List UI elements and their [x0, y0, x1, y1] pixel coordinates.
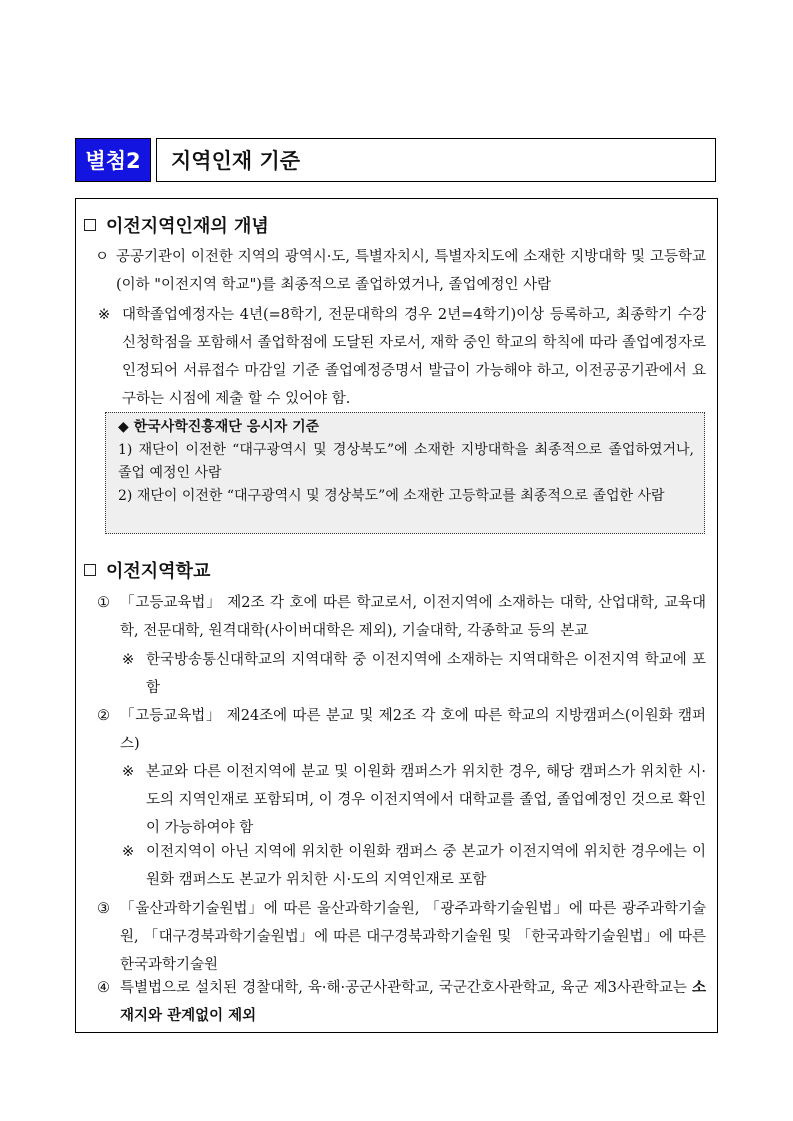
item-text-3: 「울산과학기술원법」에 따른 울산과학기술원, 「광주과학기술원법」에 따른 광주과학기술원, 「대구경북과학기술원법」에 따른 대구경북과학기술원 및 「한국과학기술원법」에 따른 한국과학기술원	[120, 901, 706, 973]
item-mark-2: ②	[97, 708, 110, 724]
attachment-badge: 별첨2	[75, 138, 151, 182]
item-text-4	[120, 974, 706, 1030]
page-title: 지역인재 기준	[156, 138, 716, 182]
item-text-1: 「고등교육법」 제2조 각 호에 따른 학교로서, 이전지역에 소재하는 대학, 산업대학, 교육대학, 전문대학, 원격대학(사이버대학은 제외), 기술대학, 각종학교 등의 본교	[120, 595, 706, 639]
section1-heading	[84, 212, 269, 238]
checkbox-square-icon	[84, 564, 96, 576]
item-note-text-1: 한국방송통신대학교의 지역대학 중 이전지역에 소재하는 지역대학은 이전지역 학교에 포함	[146, 652, 706, 696]
criteria-box-title: ◆ 한국사학진흥재단 응시자 기준	[118, 419, 320, 435]
section1-heading-text: 이전지역인재의 개념	[106, 216, 269, 237]
item-note-mark-3: ※	[122, 844, 135, 860]
section2-heading-text: 이전지역학교	[106, 561, 211, 582]
item-note-text-3: 이전지역이 아닌 지역에 위치한 이원화 캠퍼스 중 본교가 이전지역에 위치한 경우에는 이원화 캠퍼스도 본교가 위치한 시·도의 지역인재로 포함	[146, 844, 706, 888]
item-text-2: 「고등교육법」 제24조에 따른 분교 및 제2조 각 호에 따른 학교의 지방캠퍼스(이원화 캠퍼스)	[120, 708, 706, 752]
criteria-box	[105, 412, 705, 534]
section2-heading	[84, 557, 210, 583]
item-note-mark-1: ※	[122, 652, 135, 668]
bullet-mark: ㅇ	[95, 249, 110, 265]
item-mark-1: ①	[97, 595, 110, 611]
item-mark-3: ③	[97, 901, 110, 917]
criteria-item-1: 1) 재단이 이전한 “대구광역시 및 경상북도”에 소재한 지방대학을 최종적으로 졸업하였거나, 졸업 예정인 사람	[118, 442, 694, 481]
item-text-4-emphasis: 소재지와 관계없이 제외	[120, 980, 706, 1024]
criteria-item-2: 2) 재단이 이전한 “대구광역시 및 경상북도”에 소재한 고등학교를 최종적으로 졸업한 사람	[118, 488, 665, 504]
item-note-mark-2: ※	[122, 764, 135, 780]
item-text-4-main: 특별법으로 설치된 경찰대학, 육·해·공군사관학교, 국군간호사관학교, 육군 제3사관학교는	[120, 980, 692, 996]
section1-note-text: 대학졸업예정자는 4년(=8학기, 전문대학의 경우 2년=4학기)이상 등록하고, 최종학기 수강신청학점을 포함해서 졸업학점에 도달된 자로서, 재학 중인 학교의 학칙에 따라 졸업예정자로 인정되어 서류접수 마감일 기준 졸업예정증명서 발급이 가능해야 하고, 이전공공기관에서 요구하는 시점에 제출 할 수 있어야 함.	[122, 307, 706, 407]
section1-bullet-text: 공공기관이 이전한 지역의 광역시·도, 특별자치시, 특별자치도에 소재한 지방대학 및 고등학교(이하 "이전지역 학교")를 최종적으로 졸업하였거나, 졸업예정인 사람	[116, 249, 706, 293]
item-note-text-2: 본교와 다른 이전지역에 분교 및 이원화 캠퍼스가 위치한 경우, 해당 캠퍼스가 위치한 시·도의 지역인재로 포함되며, 이 경우 이전지역에서 대학교를 졸업, 졸업예정인 것으로 확인이 가능하여야 함	[146, 764, 706, 836]
item-mark-4: ④	[97, 980, 110, 996]
checkbox-square-icon	[84, 219, 96, 231]
note-mark: ※	[98, 307, 111, 323]
